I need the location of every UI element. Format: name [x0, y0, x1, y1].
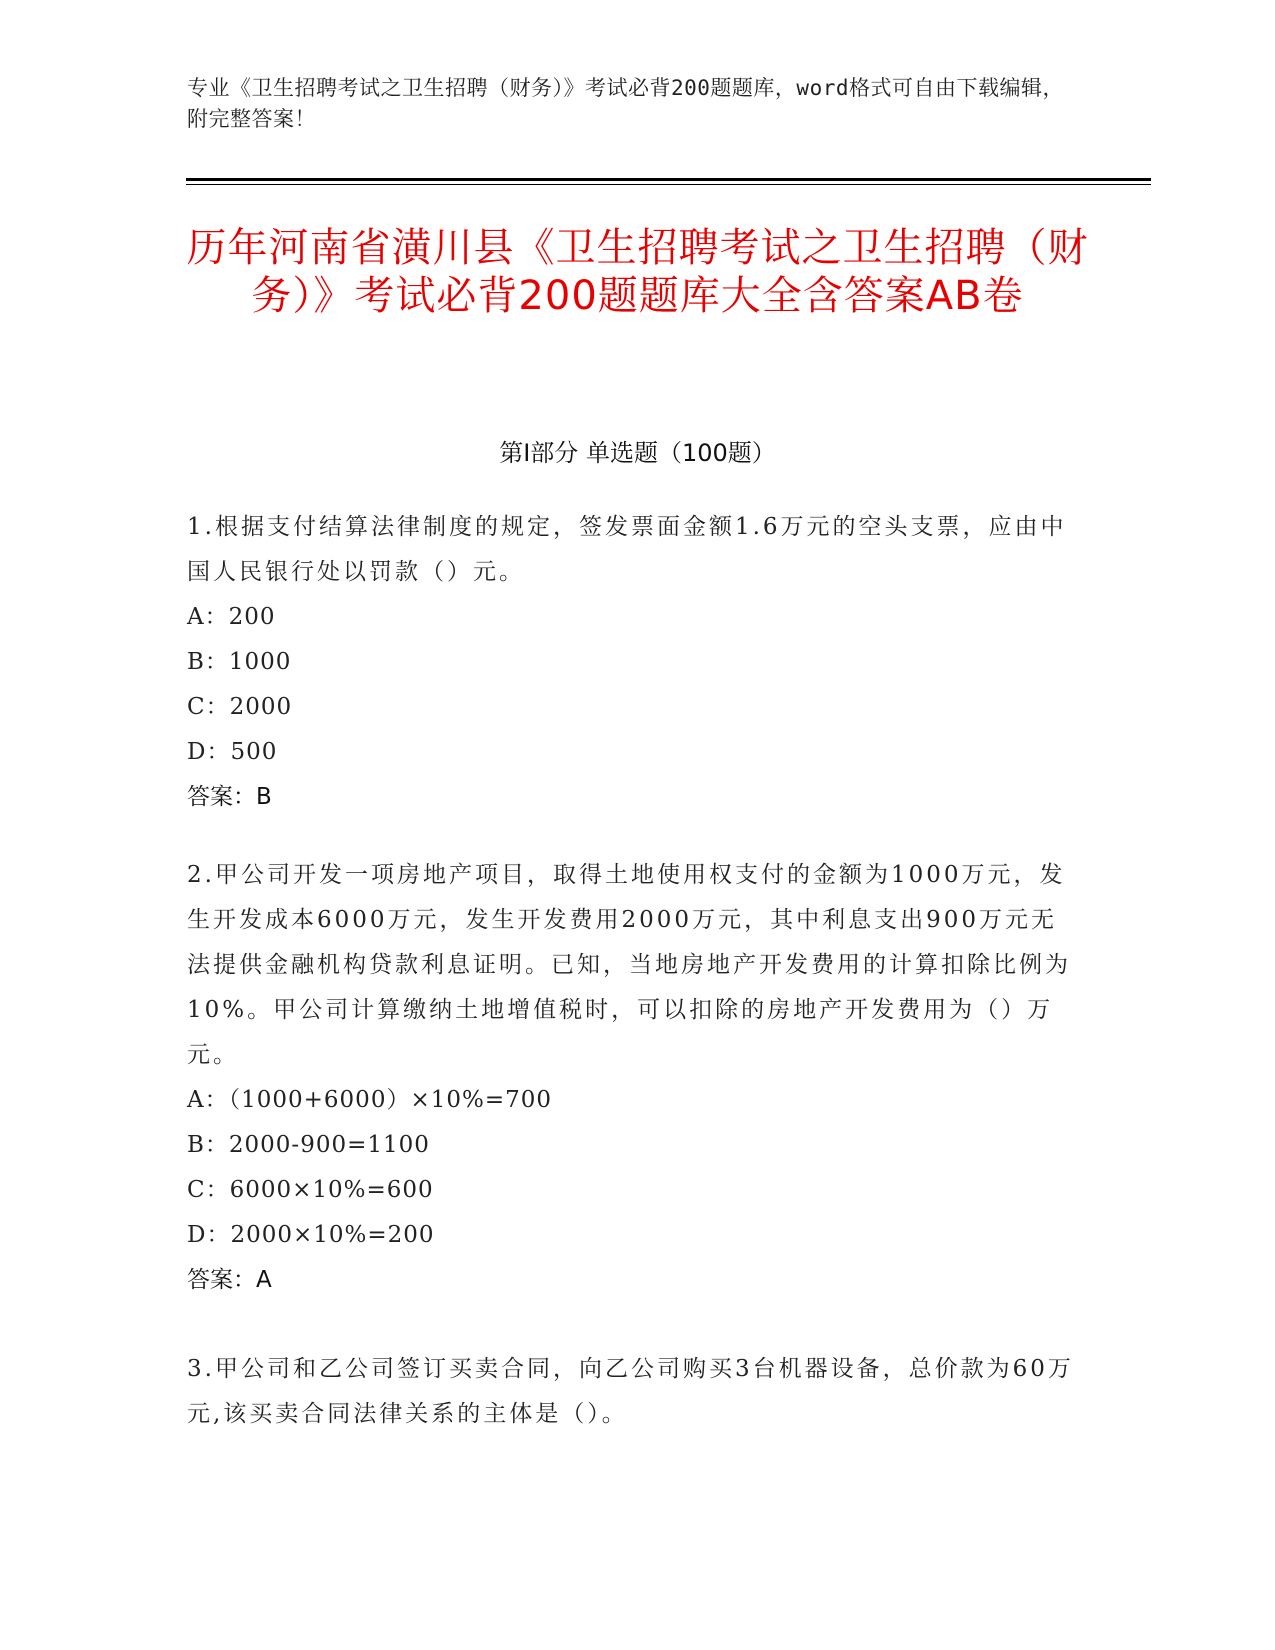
- option-d: D：2000×10%=200: [187, 1222, 435, 1248]
- question-text: 3.甲公司和乙公司签订买卖合同，向乙公司购买3台机器设备，总价款为60万元,该买卖合同法律关系的主体是（）。: [187, 1356, 1074, 1427]
- header-note: 专业《卫生招聘考试之卫生招聘（财务）》考试必背200题题库，word格式可自由下载编辑，附完整答案！: [187, 76, 1064, 131]
- header-divider-thin: [186, 184, 1151, 185]
- header-divider-thick: [186, 178, 1151, 181]
- question-3: [187, 1347, 1077, 1437]
- option-b: B：2000-900=1100: [187, 1132, 430, 1158]
- question-1: [187, 505, 1077, 820]
- question-2: [187, 853, 1077, 1303]
- document-title: 历年河南省潢川县《卫生招聘考试之卫生招聘（财务）》考试必背200题题库大全含答案AB卷: [186, 225, 1089, 319]
- answer: 答案：B: [187, 784, 272, 810]
- section-title: 第Ⅰ部分 单选题（100题）: [499, 439, 776, 467]
- option-a: A：（1000+6000）×10%=700: [187, 1087, 553, 1113]
- question-text: 1.根据支付结算法律制度的规定，签发票面金额1.6万元的空头支票，应由中国人民银行处以罚款（）元。: [187, 514, 1067, 585]
- answer: 答案：A: [187, 1267, 272, 1293]
- option-c: C：6000×10%=600: [187, 1177, 434, 1203]
- question-text: 2.甲公司开发一项房地产项目，取得土地使用权支付的金额为1000万元，发生开发成本6000万元，发生开发费用2000万元，其中利息支出900万元无法提供金融机构贷款利息证明。已知，当地房地产开发费用的计算扣除比例为10%。甲公司计算缴纳土地增值税时，可以扣除的房地产开发费用为（）万元。: [187, 862, 1071, 1068]
- option-a: A：200: [187, 604, 276, 630]
- option-b: B：1000: [187, 649, 292, 675]
- option-d: D：500: [187, 739, 278, 765]
- option-c: C：2000: [187, 694, 293, 720]
